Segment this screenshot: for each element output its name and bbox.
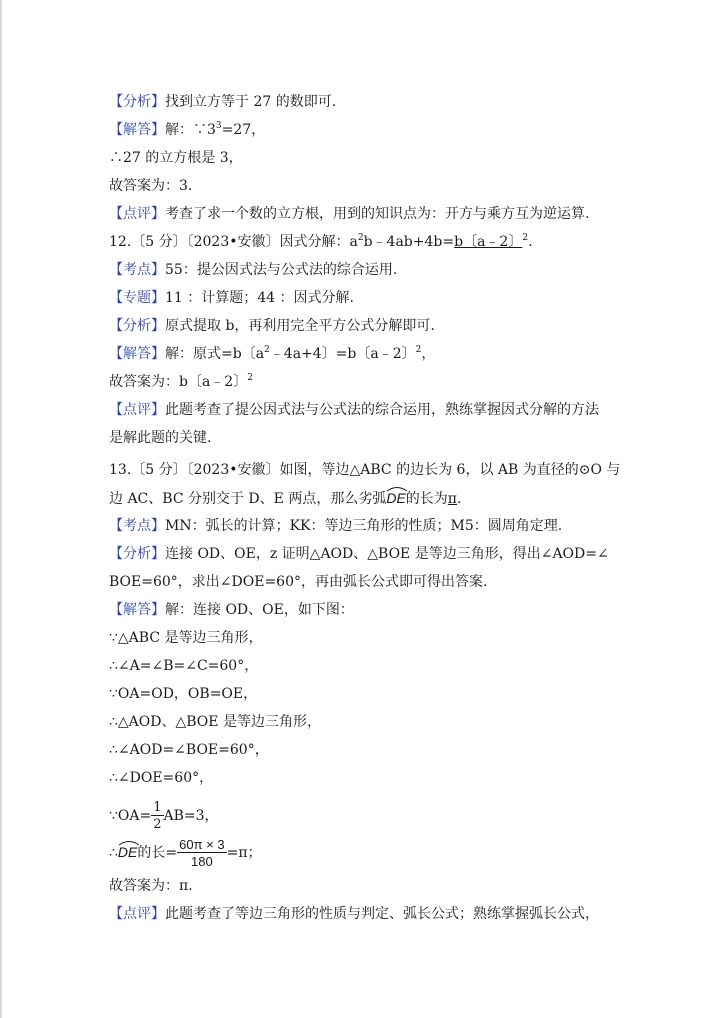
comment-line <box>109 201 630 227</box>
section-tag: 【解答】 <box>109 122 165 138</box>
section-tag: 【专题】 <box>109 290 165 306</box>
line-text: 原式提取 b，再利用完全平方公式分解即可. <box>165 318 435 334</box>
proof-step <box>109 681 630 707</box>
line-text-tail: AB=3， <box>163 808 219 824</box>
line-text: 55：提公因式法与公式法的综合运用. <box>165 262 398 278</box>
proof-step <box>109 737 630 763</box>
proof-step <box>109 653 630 679</box>
line-text: ∴∠DOE=60°， <box>109 770 214 786</box>
fraction <box>151 801 163 831</box>
line-text: ∴∠AOD=∠BOE=60°， <box>109 742 269 758</box>
exponent: 2 <box>415 345 422 355</box>
answer-line <box>109 173 630 199</box>
line-text: 是解此题的关键. <box>109 430 212 446</box>
arc-mark-icon <box>118 840 140 846</box>
line-text-tail: 的长= <box>137 845 178 861</box>
analysis-line <box>109 541 630 567</box>
proof-step <box>109 765 630 791</box>
exponent: 3 <box>215 121 222 131</box>
section-tag: 【分析】 <box>109 546 165 562</box>
exponent: 2 <box>357 233 364 243</box>
proof-step-fraction <box>109 798 630 834</box>
line-text: 13.〔5 分〕〔2023•安徽〕如图，等边△ABC 的边长为 6，以 AB 为直径的⊙O 与 <box>109 462 621 478</box>
line-text: ∴27 的立方根是 3， <box>109 150 243 166</box>
question-12-line <box>109 229 630 255</box>
line-text: 故答案为：3. <box>109 178 193 194</box>
answer-line <box>109 873 630 899</box>
text-line <box>109 425 630 451</box>
line-text: 找到立方等于 27 的数即可. <box>165 94 337 110</box>
solution-line <box>109 117 630 143</box>
question-13-line <box>109 457 630 483</box>
proof-step <box>109 709 630 735</box>
line-text: ∴ <box>109 845 118 861</box>
page-left-border <box>0 0 2 1018</box>
section-tag: 【解答】 <box>109 602 165 618</box>
section-tag: 【考点】 <box>109 262 165 278</box>
line-text-tail: 的长为 <box>405 491 448 507</box>
answer-underline: π <box>447 491 457 507</box>
line-text: 故答案为：π. <box>109 878 193 894</box>
line-text-mid: b﹣4ab+4b= <box>363 234 455 250</box>
text-line <box>109 145 630 171</box>
line-text: ∵OA= <box>109 808 152 824</box>
arc-mark-icon <box>386 486 408 492</box>
line-text: 11 ：计算题；44 ：因式分解. <box>165 290 354 306</box>
line-text-tail: . <box>456 491 462 507</box>
answer-underline: b〔a﹣2〕 <box>454 234 523 250</box>
line-text: 解：连接 OD、OE，如下图： <box>165 602 354 618</box>
question-13-line-2 <box>109 485 630 511</box>
line-text-tail: =27， <box>221 122 266 138</box>
comment-line <box>109 397 630 423</box>
analysis-line <box>109 89 630 115</box>
fraction <box>177 838 226 868</box>
answer-line <box>109 369 630 395</box>
line-text: MN：弧长的计算；KK：等边三角形的性质；M5：圆周角定理. <box>165 518 563 534</box>
line-text: 连接 OD、OE，z 证明△AOD、△BOE 是等边三角形，得出∠AOD=∠ <box>165 546 609 562</box>
section-tag: 【考点】 <box>109 518 165 534</box>
line-text: ∵OA=OD，OB=OE， <box>109 686 258 702</box>
solution-line <box>109 597 630 623</box>
line-text: 边 AC、BC 分别交于 D、E 两点，那么劣弧 <box>109 491 387 507</box>
fraction-denominator: 2 <box>153 817 162 832</box>
fraction-numerator: 1 <box>153 800 162 815</box>
arc-symbol: DE <box>118 834 137 870</box>
line-text: ∴∠A=∠B=∠C=60°， <box>109 658 259 674</box>
knowledge-point-line <box>109 257 630 283</box>
line-text: BOE=60°，求出∠DOE=60°，再由弧长公式即可得出答案. <box>109 574 488 590</box>
section-tag: 【分析】 <box>109 94 165 110</box>
knowledge-point-line <box>109 513 630 539</box>
arc-length-formula <box>109 834 630 870</box>
proof-step <box>109 625 630 651</box>
arc-symbol: DE <box>386 485 405 511</box>
section-tag: 【点评】 <box>109 906 165 922</box>
fraction-numerator: 60π × 3 <box>179 837 225 852</box>
section-tag: 【点评】 <box>109 206 165 222</box>
exponent: 2 <box>247 373 253 383</box>
line-text-tail: =π； <box>226 845 262 861</box>
line-text: ∴△AOD、△BOE 是等边三角形， <box>109 714 321 730</box>
line-text: 考查了求一个数的立方根，用到的知识点为：开方与乘方互为逆运算. <box>165 206 590 222</box>
topic-line <box>109 285 630 311</box>
line-text: 此题考查了提公因式法与公式法的综合运用，熟练掌握因式分解的方法 <box>165 402 599 418</box>
line-text: ∵△ABC 是等边三角形， <box>109 630 263 646</box>
solution-line <box>109 341 630 367</box>
line-text-tail: ， <box>421 346 436 362</box>
line-text-mid: ﹣4a+4〕=b〔a﹣2〕 <box>269 346 416 362</box>
line-text: 解：原式=b〔a <box>165 346 265 362</box>
line-text-tail: . <box>528 234 533 250</box>
section-tag: 【点评】 <box>109 402 165 418</box>
exponent: 2 <box>522 233 529 243</box>
analysis-line <box>109 313 630 339</box>
section-tag: 【解答】 <box>109 346 165 362</box>
section-tag: 【分析】 <box>109 318 165 334</box>
line-text: 12.〔5 分〕〔2023•安徽〕因式分解：a <box>109 234 358 250</box>
line-text: 故答案为：b〔a﹣2〕 <box>109 374 248 390</box>
line-text: 解：∵3 <box>165 122 216 138</box>
fraction-denominator: 180 <box>191 854 213 869</box>
text-line <box>109 569 630 595</box>
comment-line <box>109 901 630 927</box>
line-text: 此题考查了等边三角形的性质与判定、弧长公式；熟练掌握弧长公式， <box>165 906 599 922</box>
exponent: 2 <box>264 345 270 355</box>
